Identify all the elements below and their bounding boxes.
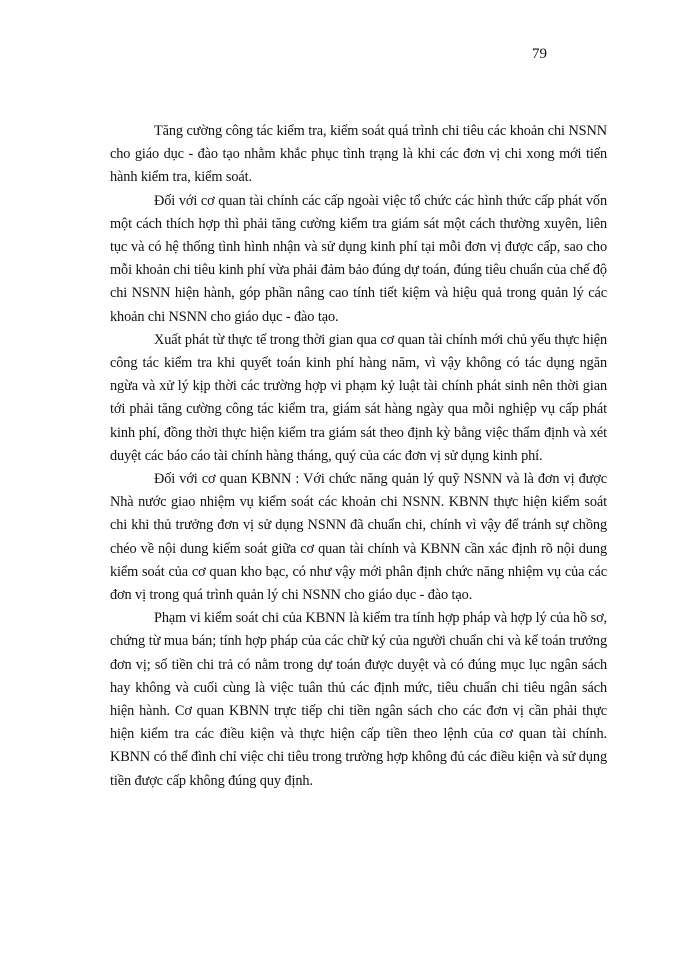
paragraph: Phạm vi kiểm soát chi của KBNN là kiểm tra tính hợp pháp và hợp lý của hồ sơ, chứng từ mua bán; tính hợp pháp của các chữ ký của người chuẩn chi và kế toán trưởng đơn vị; số tiền chi trả có nằm trong dự toán được duyệt và có đúng mục lục ngân sách hay không và cuối cùng là việc tuân thủ các định mức, tiêu chuẩn chi tiêu ngân sách hiện hành. Cơ quan KBNN trực tiếp chi tiền ngân sách cho các đơn vị cần phải thực hiện kiểm tra các điều kiện và thực hiện cấp tiền theo lệnh của cơ quan tài chính. KBNN có thể đình chỉ việc chi tiêu trong trường hợp không đủ các điều kiện và sử dụng tiền được cấp không đúng quy định. <box>110 610 607 789</box>
paragraph: Xuất phát từ thực tế trong thời gian qua cơ quan tài chính mới chủ yếu thực hiện công tác kiểm tra khi quyết toán kinh phí hàng năm, vì vậy không có tác dụng ngăn ngừa và xử lý kịp thời các trường hợp vi phạm kỷ luật tài chính phát sinh nên thời gian tới phải tăng cường công tác kiểm tra, giám sát hàng ngày qua mỗi nghiệp vụ cấp phát kinh phí, đồng thời thực hiện kiểm tra giám sát theo định kỳ bằng việc thẩm định và xét duyệt các báo cáo tài chính hàng tháng, quý của các đơn vị sử dụng kinh phí. <box>110 331 607 464</box>
document-body <box>110 120 607 793</box>
paragraph: Tăng cường công tác kiểm tra, kiểm soát quá trình chi tiêu các khoản chi NSNN cho giáo dục - đào tạo nhằm khắc phục tình trạng là khi các đơn vị chi xong mới tiến hành kiểm tra, kiểm soát. <box>110 123 607 186</box>
paragraph: Đối với cơ quan tài chính các cấp ngoài việc tổ chức các hình thức cấp phát vốn một cách thích hợp thì phải tăng cường kiểm tra giám sát một cách thường xuyên, liên tục và có hệ thống tình hình nhận và sử dụng kinh phí tại mỗi đơn vị được cấp, sao cho mỗi khoản chi tiêu kinh phí vừa phải đảm bảo đúng dự toán, đúng tiêu chuẩn của chế độ chi NSNN hiện hành, góp phần nâng cao tính tiết kiệm và hiệu quả trong quản lý các khoản chi NSNN cho giáo dục - đào tạo. <box>110 192 607 325</box>
page-number: 79 <box>532 46 547 62</box>
paragraph: Đối với cơ quan KBNN : Với chức năng quản lý quỹ NSNN và là đơn vị được Nhà nước giao nhiệm vụ kiểm soát các khoản chi NSNN. KBNN thực hiện kiểm soát chi khi thủ trưởng đơn vị sử dụng NSNN đã chuẩn chi, chính vì vậy để tránh sự chồng chéo về nội dung kiểm soát giữa cơ quan tài chính và KBNN cần xác định rõ nội dung kiểm soát của cơ quan kho bạc, có như vậy mới phân định chức năng nhiệm vụ của các đơn vị trong quá trình quản lý chi NSNN cho giáo dục - đào tạo. <box>110 471 607 604</box>
